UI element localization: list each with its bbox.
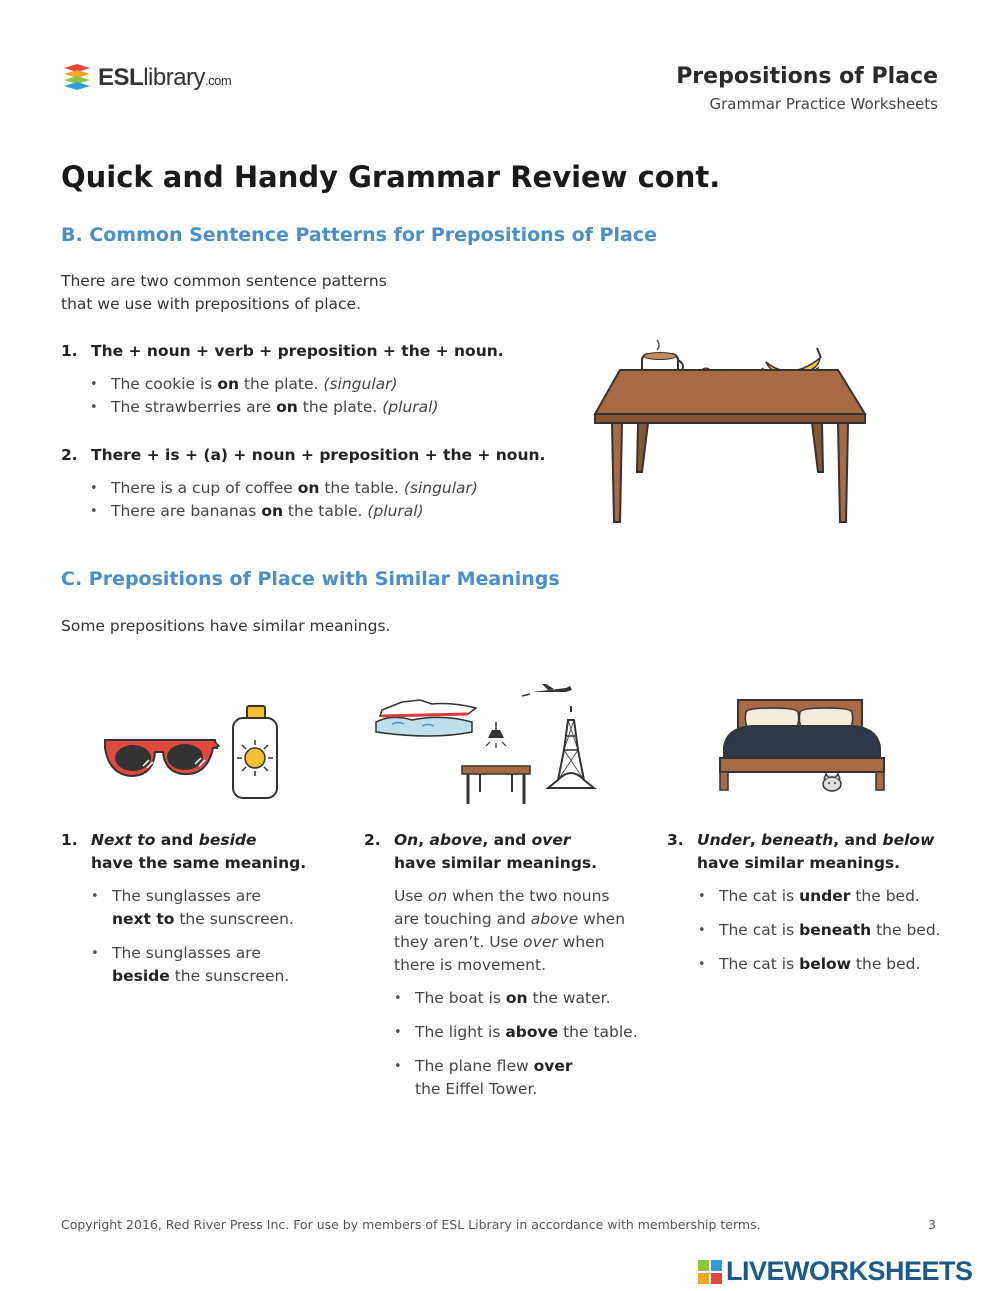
section-c-intro: Some prepositions have similar meanings. <box>61 617 391 635</box>
logo-text: ESLlibrary.com <box>98 64 232 91</box>
pattern-1-examples <box>87 373 439 419</box>
boat-light-table-tower-illustration <box>372 680 602 810</box>
section-b-title: B. Common Sentence Patterns for Prepositions of Place <box>61 224 657 246</box>
list-item: • The cat is under the bed. <box>695 885 941 908</box>
copyright-notice: Copyright 2016, Red River Press Inc. For use by members of ESL Library in accordance with membership terms. <box>61 1217 761 1232</box>
sunglasses-sunscreen-illustration <box>95 700 285 805</box>
list-item: • There is a cup of coffee on the table. (singular) <box>87 477 478 500</box>
list-item: • The cat is beneath the bed. <box>695 919 941 942</box>
list-item: • The light is above the table. <box>391 1021 638 1044</box>
list-item: • The strawberries are on the plate. (plural) <box>87 396 439 419</box>
list-item: • The boat is on the water. <box>391 987 638 1010</box>
liveworksheets-logo-icon <box>698 1260 722 1284</box>
column-2-heading: 2. On, above, and over have similar meanings. <box>364 831 598 872</box>
column-2-explanation: Use on when the two nouns are touching and above when they aren’t. Use over when there is movement. <box>394 887 626 974</box>
pattern-2: 2. There + is + (a) + noun + preposition + the + noun. <box>61 446 546 464</box>
column-2-examples <box>391 987 638 1112</box>
page-number: 3 <box>928 1217 936 1232</box>
pattern-1: 1. The + noun + verb + preposition + the + noun. <box>61 342 504 360</box>
page-title: Quick and Handy Grammar Review cont. <box>61 160 721 194</box>
table-with-food-illustration <box>590 332 870 527</box>
section-c-title: C. Prepositions of Place with Similar Meanings <box>61 568 560 590</box>
list-item: • The cookie is on the plate. (singular) <box>87 373 439 396</box>
liveworksheets-watermark[interactable]: LIVEWORKSHEETS <box>698 1256 973 1287</box>
list-item: • The sunglasses are beside the sunscreen. <box>88 942 294 988</box>
pattern-2-examples <box>87 477 478 523</box>
column-3-examples <box>695 885 941 987</box>
worksheet-subtitle: Grammar Practice Worksheets <box>709 95 938 113</box>
bed-with-cat-illustration <box>712 696 892 796</box>
esl-library-logo[interactable] <box>62 60 231 96</box>
list-item: • The cat is below the bed. <box>695 953 941 976</box>
column-1-heading: 1. Next to and beside have the same meaning. <box>61 831 307 872</box>
list-item: • The plane flew over the Eiffel Tower. <box>391 1055 638 1101</box>
list-item: • There are bananas on the table. (plural) <box>87 500 478 523</box>
section-b-intro: There are two common sentence patterns that we use with prepositions of place. <box>61 272 387 313</box>
books-stack-icon <box>62 62 92 94</box>
list-item: • The sunglasses are next to the sunscreen. <box>88 885 294 931</box>
column-1-examples <box>88 885 294 999</box>
column-3-heading: 3. Under, beneath, and below have similar meanings. <box>667 831 935 872</box>
worksheet-title: Prepositions of Place <box>676 64 938 89</box>
